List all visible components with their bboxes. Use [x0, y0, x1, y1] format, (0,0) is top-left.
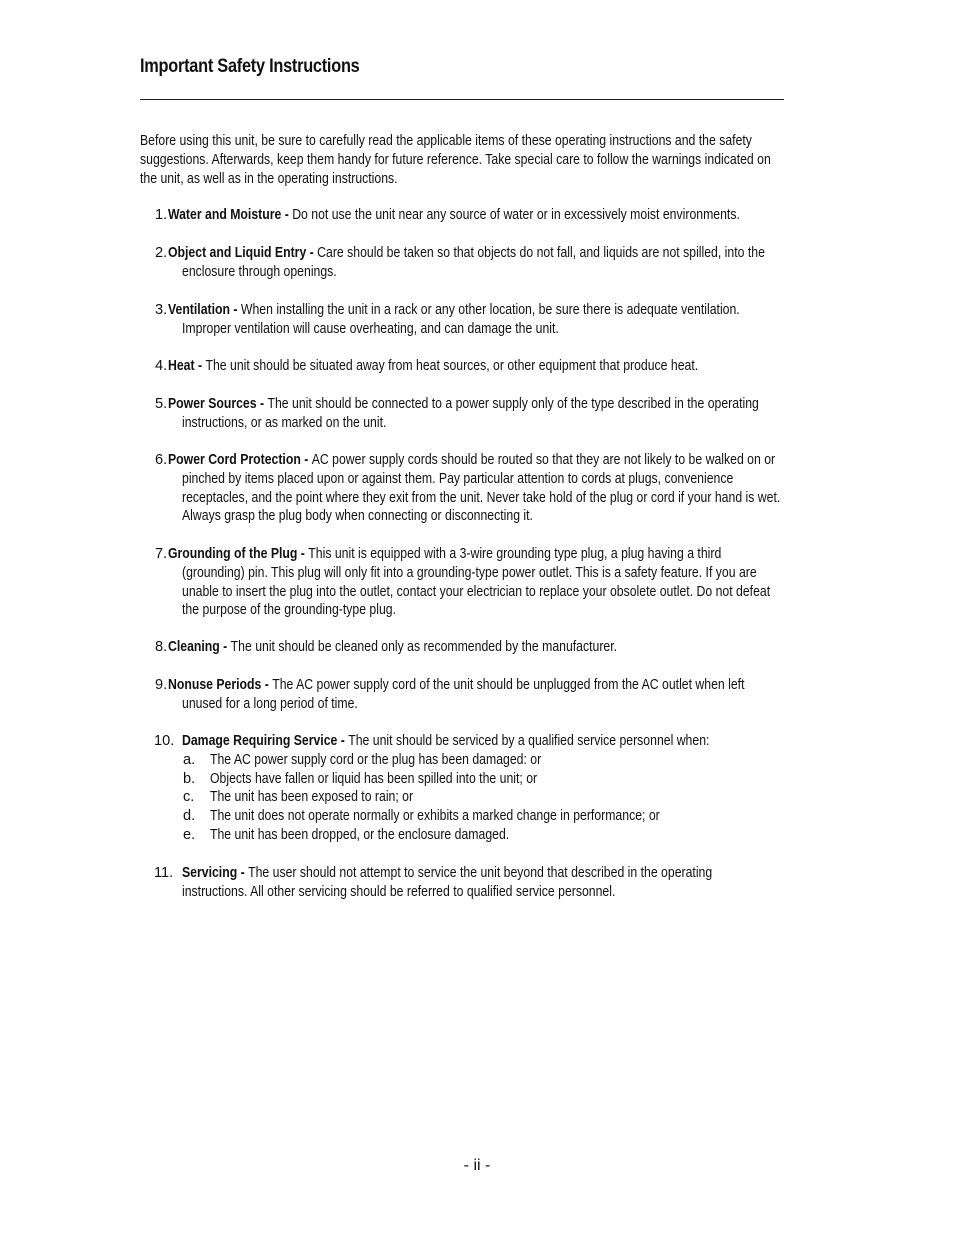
item-first-line: [168, 545, 721, 564]
item-dash: -: [297, 546, 309, 562]
item-first-line: [182, 864, 712, 883]
item-dash: -: [229, 302, 241, 318]
item-heading: Servicing: [182, 865, 238, 881]
title-rule: [140, 99, 784, 100]
subitem-text: The AC power supply cord or the plug has been damaged: or: [210, 751, 542, 768]
item-heading: Water and Moisture: [168, 207, 282, 223]
item-continuation-line: unused for a long period of time.: [182, 695, 358, 712]
item-text: The unit should be serviced by a qualified service personnel when:: [348, 733, 710, 749]
item-heading: Damage Requiring Service: [182, 733, 338, 749]
item-number: 1.: [155, 207, 168, 223]
intro-line: Before using this unit, be sure to carefully read the applicable items of these operating instructions and the safety: [140, 133, 752, 149]
item-dash: -: [337, 733, 349, 749]
item-text: The unit should be cleaned only as recommended by the manufacturer.: [230, 639, 618, 655]
subitem-letter: a.: [183, 751, 196, 768]
intro-line: suggestions. Afterwards, keep them handy for future reference. Take special care to follow the warnings indicated on: [140, 151, 771, 168]
item-dash: -: [300, 452, 312, 468]
page-number: - ii -: [463, 1157, 491, 1174]
item-continuation-line: enclosure through openings.: [182, 263, 337, 280]
subitem-text: The unit does not operate normally or exhibits a marked change in performance; or: [210, 808, 660, 825]
subitem-letter: e.: [183, 827, 196, 843]
item-heading: Object and Liquid Entry: [168, 245, 307, 261]
item-continuation-line: Improper ventilation will cause overheating, and can damage the unit.: [182, 320, 559, 337]
subitem-letter: c.: [183, 789, 195, 806]
item-continuation-line: pinched by items placed upon or against them. Pay particular attention to cords at plugs, convenience: [182, 470, 734, 487]
item-text: The user should not attempt to service the unit beyond that described in the operating: [248, 865, 713, 881]
item-number: 8.: [155, 639, 168, 655]
item-first-line: [182, 732, 709, 751]
item-dash: -: [261, 677, 273, 693]
subitem-letter: b.: [183, 770, 196, 787]
item-continuation-line: unable to insert the plug into the outlet, contact your electrician to replace your obsolete outlet. Do not defeat: [182, 583, 771, 600]
subitem-letter: d.: [183, 808, 196, 825]
item-number: 11.: [154, 865, 174, 881]
item-first-line: [168, 301, 740, 320]
item-dash: -: [194, 358, 206, 374]
item-heading: Nonuse Periods: [168, 677, 262, 693]
item-number: 7.: [155, 546, 168, 562]
item-first-line: [168, 244, 765, 263]
page-title: Important Safety Instructions: [140, 56, 360, 77]
item-heading: Power Cord Protection: [168, 452, 301, 468]
item-continuation-line: instructions, or as marked on the unit.: [182, 414, 387, 431]
item-heading: Grounding of the Plug: [168, 546, 298, 562]
item-continuation-line: Always grasp the plug body when connecting or disconnecting it.: [182, 508, 533, 525]
item-number: 2.: [155, 245, 168, 261]
item-number: 5.: [155, 396, 168, 412]
item-dash: -: [256, 396, 268, 412]
item-dash: -: [306, 245, 318, 261]
item-heading: Heat: [168, 358, 195, 374]
item-first-line: [168, 357, 698, 376]
subitem-text: Objects have fallen or liquid has been spilled into the unit; or: [210, 770, 538, 787]
item-number: 3.: [155, 302, 168, 318]
item-first-line: [168, 395, 759, 414]
subitem-text: The unit has been dropped, or the enclosure damaged.: [210, 827, 510, 843]
item-text: Do not use the unit near any source of water or in excessively moist environments.: [292, 207, 740, 223]
item-text: The unit should be situated away from heat sources, or other equipment that produce heat.: [205, 358, 699, 374]
item-first-line: [168, 206, 740, 225]
item-number: 9.: [155, 677, 168, 693]
item-text: When installing the unit in a rack or any other location, be sure there is adequate ventilation.: [240, 302, 740, 318]
item-dash: -: [219, 639, 231, 655]
item-first-line: [168, 638, 617, 657]
item-number: 6.: [155, 452, 168, 468]
item-dash: -: [281, 207, 293, 223]
item-heading: Power Sources: [168, 396, 257, 412]
item-continuation-line: instructions. All other servicing should be referred to qualified service personnel.: [182, 883, 616, 900]
item-first-line: [168, 676, 745, 695]
item-continuation-line: the purpose of the grounding-type plug.: [182, 602, 397, 619]
item-number: 4.: [155, 358, 168, 374]
item-text: Care should be taken so that objects do not fall, and liquids are not spilled, into the: [317, 245, 765, 261]
item-heading: Cleaning: [168, 639, 220, 655]
item-continuation-line: receptacles, and the point where they exit from the unit. Never take hold of the plug or cord if your hand is wet.: [182, 489, 781, 506]
intro-paragraph: [140, 132, 891, 188]
intro-line: the unit, as well as in the operating instructions.: [140, 170, 398, 187]
item-text: This unit is equipped with a 3-wire grounding type plug, a plug having a third: [308, 546, 722, 562]
item-dash: -: [237, 865, 249, 881]
subitem-text: The unit has been exposed to rain; or: [210, 789, 414, 806]
item-heading: Ventilation: [168, 302, 230, 318]
item-text: The AC power supply cord of the unit should be unplugged from the AC outlet when left: [272, 677, 745, 693]
item-first-line: [168, 451, 775, 470]
item-text: The unit should be connected to a power supply only of the type described in the operating: [267, 396, 759, 412]
item-number: 10.: [154, 733, 175, 749]
item-text: AC power supply cords should be routed so that they are not likely to be walked on or: [311, 452, 776, 468]
item-continuation-line: (grounding) pin. This plug will only fit into a grounding-type power outlet. This is a safety feature. If you are: [182, 564, 757, 581]
